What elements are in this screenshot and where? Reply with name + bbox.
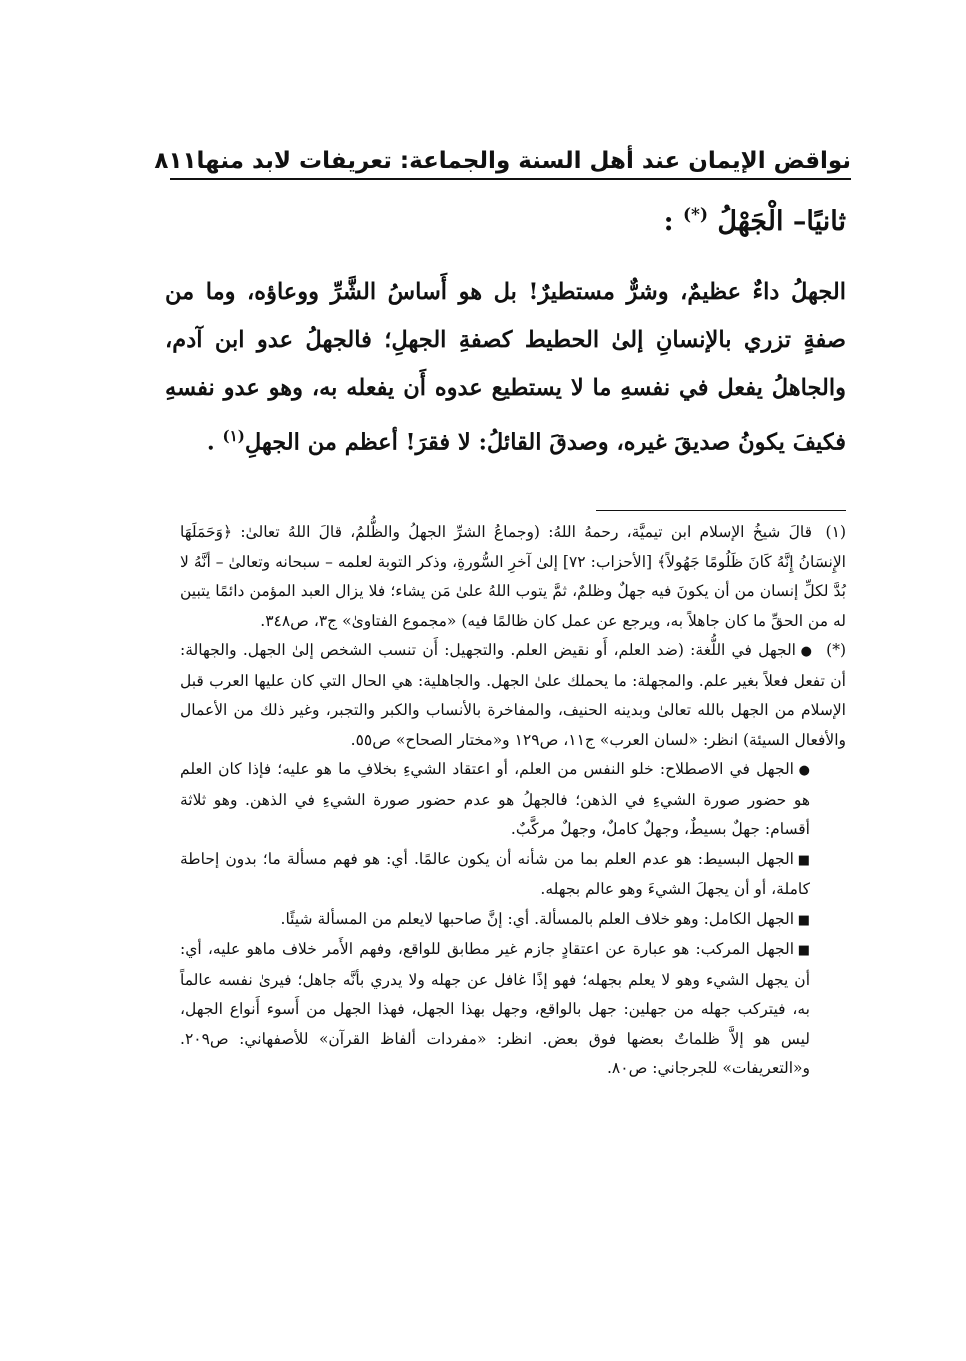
footnote-bullet-text: الجهل المركب: هو عبارة عن اعتقادٍ جازم غير مطابق للواقع، وفهم الأَمر خلاف ماهو عليه، أي: أن يجهل الشيء وهو لا يعلم بجهله؛ فهو إذًا غافل عن جهله ولا يدري بأنَّه جاهل؛ فيرىٰ نفسه عالماً به، فيتركب جهله من جهلين: جهل بالواقع، وجهل بهذا الجهل، فهذا الجهل من أَسوء أَنواع الجهل، ليس هو إلاَّ ظلماتٌ بعضها فوق بعض. انظر: «مفردات ألفاظ القرآن» للأصفهاني: ص٢٠٩. و«التعريفات» للجرجاني: ص٨٠. <box>180 940 810 1077</box>
footnote-bullet-text: الجهل في الاصطلاح: خلو النفس من العلم، أو اعتقاد الشيءِ بخلافِ ما هو عليه؛ فإذا كان العلم هو حضور صورة الشيءِ في الذهن؛ فالجهلُ هو عدم حضور صورة الشيءِ في الذهن. وهو ثلاثة أقسام: جهلٌ بسيطٌ، وجهلٌ كاملٌ، وجهلٌ مركَّبٌ. <box>180 760 810 838</box>
footnote-bullet-text: الجهل البسيط: هو عدم العلم بما من شأنه أن يكون عالمًا. أي: هو فهم مسألة ما؛ بدون إحاطة كاملة، أو أن يجهلَ الشيءَ وهو عالم بجهله. <box>180 849 810 898</box>
footnote-bullet-item <box>180 905 810 936</box>
footnote-1-text: قالَ شيخُ الإسلام ابن تيميَّة، رحمهُ اللهُ: (وجماعُ الشرِّ الجهلُ والظُّلمُ، قالَ اللهُ تعالىٰ: ﴿وَحَمَلَهَا الإِنسَانُ إِنَّهُ كَانَ ظَلُومًا جَهُولاً﴾ [الأحزاب: ٧٢] إلىٰ آخرِ السُّورةِ، وذكر التوبة لعلمه – سبحانه وتعالىٰ – أنَّهُ لا بُدَّ لكلِّ إنسان من أن يكونَ فيه جهلٌ وظلمٌ، ثمَّ يتوب اللهُ علىٰ مَن يشاء؛ فلا يزال العبد المؤمن دائمًا يتبين له من الحقِّ ما كان جاهلاً به، ويرجع عن عمل كان ظالمًا فيه) «مجموع الفتاوىٰ» ج٣، ص٣٤٨. <box>180 523 846 630</box>
section-heading-colon: : <box>663 206 674 237</box>
footnotes <box>180 518 846 1084</box>
square-bullet-icon: ■ <box>797 912 810 928</box>
footnote-reference: (١) <box>222 427 245 445</box>
running-header <box>154 138 851 180</box>
section-heading <box>664 205 846 237</box>
footnote-1 <box>180 518 846 636</box>
footnote-star <box>180 636 846 755</box>
page-number: ٨١١ <box>154 148 197 174</box>
footnote-bullet-text: الجهل الكامل: وهو خلاف العلم بالمسألة. أي: إنَّ صاحبها لايعلم من المسألة شيئًا. <box>280 909 794 928</box>
section-heading-text: ثانيًا– الْجَهْلُ <box>717 206 846 237</box>
footnote-star-marker: (*) <box>826 641 846 659</box>
footnote-star-text: الجهل في اللُّغة: (ضد العلم، أَو نقيض العلم. والتجهيل: أَن تنسب الشخص إلىٰ الجهل. والجهالة: أن تفعل فعلاً بغير علم. والمجهلة: ما يحملك علىٰ الجهل. والجاهلية: هي الحال التي كان عليها العرب قبل الإسلام من الجهل بالله تعالىٰ وبدينه الحنيف، والمفاخرة بالأنساب والكبر والتجبر، وغير ذلك من الأعمال والأفعال السيئة) انظر: «لسان العرب» ج١١، ص١٢٩ و«مختار الصحاح» ص٥٥. <box>180 641 846 749</box>
square-bullet-icon: ■ <box>797 852 810 868</box>
circle-bullet-icon: ● <box>798 763 810 778</box>
footnote-separator <box>596 510 846 511</box>
running-title: نواقض الإيمان عند أهل السنة والجماعة: تعريفات لابد منها <box>196 148 851 174</box>
main-paragraph-end: . <box>206 429 215 456</box>
footnote-bullet-item <box>180 935 810 1084</box>
footnote-bullet-item <box>180 755 810 845</box>
section-heading-mark: (*) <box>683 205 708 225</box>
main-paragraph <box>165 268 846 467</box>
circle-bullet-icon: ● <box>800 644 812 659</box>
main-paragraph-text: الجهلُ داءٌ عظيمٌ، وشرٌّ مستطيرٌ! بل هو أَساسُ الشَّرِّ ووعاؤه، وما من صفةٍ تزري بالإنسانِ إلىٰ الحطيط كصفةِ الجهلِ؛ فالجهلُ عدو ابن آدم، والجاهلُ يفعل في نفسهِ ما لا يستطيع عدوه أَن يفعله به، وهو عدو نفسهِ فكيفَ يكونُ صديقَ غيره، وصدقَ القائلُ: لا فقرَ! أعظم من الجهلِ <box>165 279 846 456</box>
footnote-bullet-item <box>180 845 810 905</box>
square-bullet-icon: ■ <box>797 943 810 958</box>
main-text <box>165 268 846 467</box>
footnote-1-marker: (١) <box>825 523 846 541</box>
